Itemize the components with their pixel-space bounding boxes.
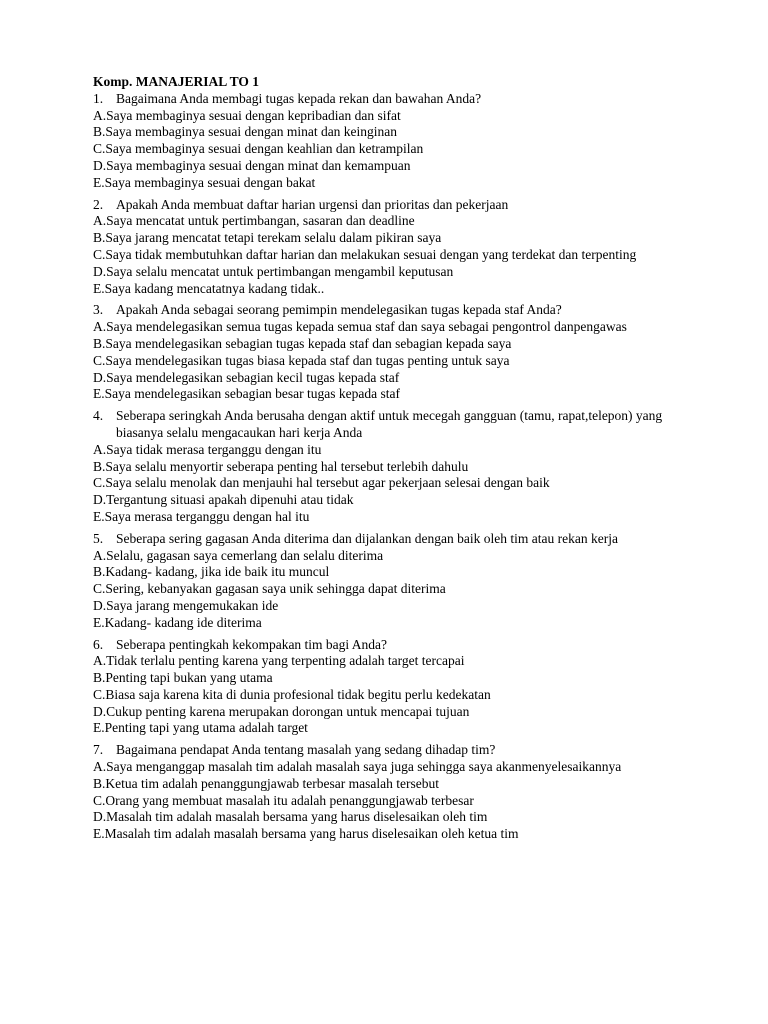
document-title: Komp. MANAJERIAL TO 1 xyxy=(93,74,260,89)
answer-option: A.Saya tidak merasa terganggu dengan itu xyxy=(93,441,322,457)
answer-option: C.Sering, kebanyakan gagasan saya unik sehingga dapat diterima xyxy=(93,581,446,597)
question-number: 3. xyxy=(93,302,104,318)
question-item xyxy=(93,91,673,192)
answer-option: E.Masalah tim adalah masalah bersama yang harus diselesaikan oleh ketua tim xyxy=(93,826,519,842)
document-page xyxy=(93,74,673,843)
question-number: 2. xyxy=(93,196,104,212)
question-list xyxy=(93,91,673,843)
answer-option: E.Saya merasa terganggu dengan hal itu xyxy=(93,508,310,524)
answer-option: C.Orang yang membuat masalah itu adalah penanggungjawab terbesar xyxy=(93,792,474,808)
question-number: 5. xyxy=(93,530,104,546)
question-item xyxy=(93,742,673,843)
answer-option: E.Kadang- kadang ide diterima xyxy=(93,614,262,630)
question-text-row xyxy=(93,637,673,654)
answer-option: A.Tidak terlalu penting karena yang terpenting adalah target tercapai xyxy=(93,653,465,669)
answer-option: D.Saya selalu mencatat untuk pertimbangan mengambil keputusan xyxy=(93,263,454,279)
question-item xyxy=(93,197,673,298)
question-number: 1. xyxy=(93,90,104,106)
question-text: Apakah Anda sebagai seorang pemimpin mendelegasikan tugas kepada staf Anda? xyxy=(116,302,562,318)
question-text: Bagaimana Anda membagi tugas kepada rekan dan bawahan Anda? xyxy=(116,90,482,106)
answer-option: E.Penting tapi yang utama adalah target xyxy=(93,720,308,736)
question-item xyxy=(93,531,673,632)
answer-option: B.Saya membaginya sesuai dengan minat dan keinginan xyxy=(93,124,398,140)
answer-option: B.Ketua tim adalah penanggungjawab terbesar masalah tersebut xyxy=(93,775,439,791)
answer-option: B.Saya selalu menyortir seberapa penting hal tersebut terlebih dahulu xyxy=(93,458,469,474)
answer-option: A.Saya menganggap masalah tim adalah masalah saya juga sehingga saya akanmenyelesaikannya xyxy=(93,759,622,775)
question-text-row xyxy=(93,197,673,214)
question-text: Seberapa seringkah Anda berusaha dengan aktif untuk mecegah gangguan (tamu, rapat,telepon) yang biasanya selalu mengacaukan hari kerja Anda xyxy=(116,408,663,440)
answer-option: C.Biasa saja karena kita di dunia profesional tidak begitu perlu kedekatan xyxy=(93,686,491,702)
answer-option: E.Saya membaginya sesuai dengan bakat xyxy=(93,174,316,190)
answer-option: C.Saya selalu menolak dan menjauhi hal tersebut agar pekerjaan selesai dengan baik xyxy=(93,475,550,491)
answer-option: D.Tergantung situasi apakah dipenuhi atau tidak xyxy=(93,492,354,508)
question-text: Apakah Anda membuat daftar harian urgensi dan prioritas dan pekerjaan xyxy=(116,196,509,212)
answer-option: D.Cukup penting karena merupakan dorongan untuk mencapai tujuan xyxy=(93,703,470,719)
question-text: Seberapa sering gagasan Anda diterima dan dijalankan dengan baik oleh tim atau rekan kerja xyxy=(116,530,618,546)
answer-option: A.Saya mendelegasikan semua tugas kepada semua staf dan saya sebagai pengontrol danpengawas xyxy=(93,319,627,335)
answer-option: D.Saya mendelegasikan sebagian kecil tugas kepada staf xyxy=(93,369,400,385)
answer-option: B.Penting tapi bukan yang utama xyxy=(93,670,273,686)
question-number: 4. xyxy=(93,408,104,424)
question-text: Seberapa pentingkah kekompakan tim bagi Anda? xyxy=(116,636,388,652)
answer-option: D.Masalah tim adalah masalah bersama yang harus diselesaikan oleh tim xyxy=(93,809,488,825)
question-item xyxy=(93,302,673,403)
answer-option: D.Saya jarang mengemukakan ide xyxy=(93,597,279,613)
answer-option: B.Saya mendelegasikan sebagian tugas kepada staf dan sebagian kepada saya xyxy=(93,335,512,351)
question-text-row xyxy=(93,302,673,319)
question-item xyxy=(93,637,673,738)
question-text-row xyxy=(93,742,673,759)
answer-option: E.Saya mendelegasikan sebagian besar tugas kepada staf xyxy=(93,386,401,402)
answer-option: B.Kadang- kadang, jika ide baik itu muncul xyxy=(93,564,330,580)
answer-option: A.Saya membaginya sesuai dengan kepribadian dan sifat xyxy=(93,107,401,123)
question-text-row xyxy=(93,91,673,108)
question-number: 7. xyxy=(93,742,104,758)
question-text-row xyxy=(93,408,673,442)
question-item xyxy=(93,408,673,526)
answer-option: E.Saya kadang mencatatnya kadang tidak.. xyxy=(93,280,325,296)
answer-option: A.Saya mencatat untuk pertimbangan, sasaran dan deadline xyxy=(93,213,415,229)
question-number: 6. xyxy=(93,636,104,652)
answer-option: D.Saya membaginya sesuai dengan minat dan kemampuan xyxy=(93,157,411,173)
question-text-row xyxy=(93,531,673,548)
answer-option: A.Selalu, gagasan saya cemerlang dan selalu diterima xyxy=(93,547,384,563)
answer-option: C.Saya mendelegasikan tugas biasa kepada staf dan tugas penting untuk saya xyxy=(93,352,510,368)
answer-option: B.Saya jarang mencatat tetapi terekam selalu dalam pikiran saya xyxy=(93,230,442,246)
answer-option: C.Saya tidak membutuhkan daftar harian dan melakukan sesuai dengan yang terdekat dan terpenting xyxy=(93,246,637,262)
answer-option: C.Saya membaginya sesuai dengan keahlian dan ketrampilan xyxy=(93,141,424,157)
question-text: Bagaimana pendapat Anda tentang masalah yang sedang dihadap tim? xyxy=(116,742,496,758)
